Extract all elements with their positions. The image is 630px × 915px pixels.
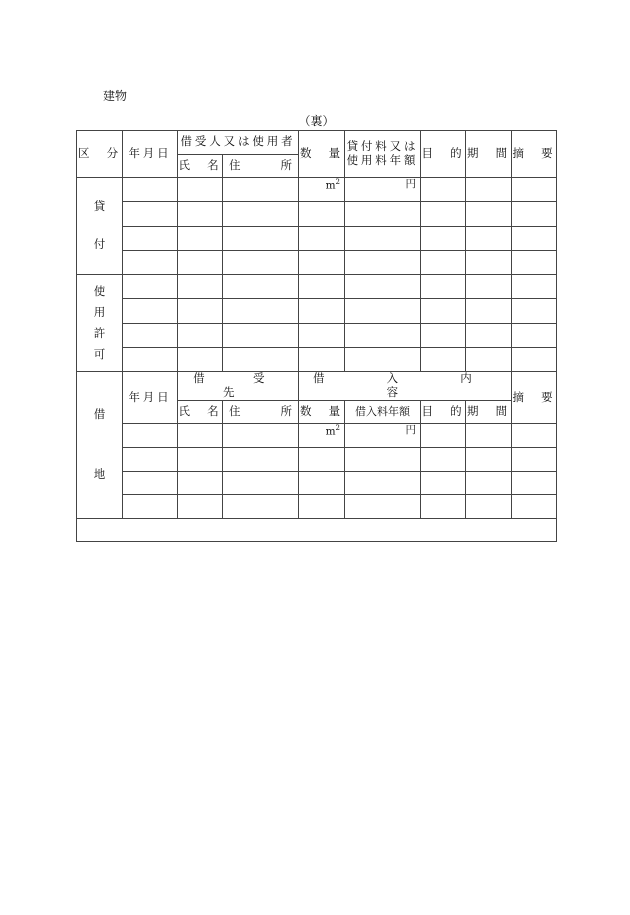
purpose-cell[interactable] [421,495,466,519]
period-cell[interactable] [466,202,512,226]
purpose-cell[interactable] [421,471,466,495]
quantity-cell[interactable] [299,250,345,274]
purpose-cell[interactable] [421,323,466,347]
quantity-header: 数 量 [299,131,345,178]
purpose-cell[interactable] [421,202,466,226]
name-cell[interactable] [178,447,223,471]
quantity-cell[interactable] [299,495,345,519]
borrow-content-header: 借 入 内 容 [299,372,512,401]
permit-section-label: 使 用 許 可 [77,275,123,372]
remarks-cell[interactable] [512,424,557,448]
lease-section-label: 貸 付 [77,178,123,275]
quantity-cell[interactable] [299,347,345,371]
date-cell[interactable] [123,495,178,519]
borrow-period-header: 期 間 [466,400,512,424]
borrow-name-header: 氏 名 [178,400,223,424]
quantity-cell[interactable] [299,202,345,226]
quantity-cell[interactable] [299,226,345,250]
period-cell[interactable] [466,323,512,347]
remarks-cell[interactable] [512,495,557,519]
address-cell[interactable] [223,347,299,371]
address-cell[interactable] [223,275,299,299]
quantity-cell[interactable] [299,447,345,471]
address-cell[interactable] [223,495,299,519]
remarks-cell[interactable] [512,347,557,371]
borrow-section-label: 借 地 [77,372,123,519]
period-cell[interactable] [466,471,512,495]
quantity-cell[interactable]: $m^2$ [299,178,345,202]
address-cell[interactable] [223,178,299,202]
name-cell[interactable] [178,323,223,347]
remarks-cell[interactable] [512,202,557,226]
quantity-cell[interactable] [299,471,345,495]
fee-cell[interactable] [345,275,421,299]
name-cell[interactable] [178,178,223,202]
address-cell[interactable] [223,202,299,226]
address-cell[interactable] [223,323,299,347]
purpose-cell[interactable] [421,226,466,250]
rent-cell[interactable]: 円 [345,424,421,448]
remarks-cell[interactable] [512,250,557,274]
fee-cell[interactable] [345,299,421,323]
fee-header-line2: 使用料年額 [346,153,419,168]
date-cell[interactable] [123,226,178,250]
header-row-1 [77,131,557,155]
borrow-rent-header: 借入料年額 [345,400,421,424]
purpose-cell[interactable] [421,250,466,274]
lease-row [77,202,557,226]
quantity-cell[interactable]: $m^2$ [299,424,345,448]
address-cell[interactable] [223,447,299,471]
borrow-row [77,495,557,519]
period-cell[interactable] [466,299,512,323]
date-cell[interactable] [123,275,178,299]
remarks-cell[interactable] [512,299,557,323]
borrow-purpose-header: 目 的 [421,400,466,424]
borrow-address-header: 住 所 [223,400,299,424]
date-cell[interactable] [123,202,178,226]
lease-row [77,250,557,274]
purpose-cell[interactable] [421,299,466,323]
date-cell[interactable] [123,250,178,274]
period-cell[interactable] [466,424,512,448]
name-cell[interactable] [178,202,223,226]
register-form-table [76,130,557,542]
period-header: 期 間 [466,131,512,178]
address-cell[interactable] [223,299,299,323]
name-header: 氏 名 [178,154,223,178]
reverse-side-label: （裏） [298,114,335,128]
rent-cell[interactable] [345,471,421,495]
fee-cell[interactable] [345,226,421,250]
permit-row [77,347,557,371]
rent-cell[interactable] [345,447,421,471]
purpose-cell[interactable] [421,178,466,202]
address-cell[interactable] [223,471,299,495]
quantity-cell[interactable] [299,275,345,299]
address-cell[interactable] [223,424,299,448]
borrow-row [77,471,557,495]
quantity-cell[interactable] [299,299,345,323]
name-cell[interactable] [178,250,223,274]
name-cell[interactable] [178,299,223,323]
fee-header-line1: 貸付料又は [346,139,419,154]
period-cell[interactable] [466,495,512,519]
lease-row [77,178,557,202]
notes-area[interactable] [77,518,557,542]
period-cell[interactable] [466,178,512,202]
name-cell[interactable] [178,495,223,519]
name-cell[interactable] [178,347,223,371]
borrow-remarks-header: 摘 要 [512,372,557,424]
date-header: 年月日 [123,131,178,178]
lessee-group-header: 借受人又は使用者 [178,131,299,155]
period-cell[interactable] [466,347,512,371]
period-cell[interactable] [466,275,512,299]
date-cell[interactable] [123,178,178,202]
remarks-cell[interactable] [512,275,557,299]
fee-header [345,131,421,178]
fee-cell[interactable] [345,250,421,274]
purpose-header: 目 的 [421,131,466,178]
permit-row [77,299,557,323]
period-cell[interactable] [466,447,512,471]
permit-row [77,323,557,347]
borrow-quantity-header: 数 量 [299,400,345,424]
name-cell[interactable] [178,275,223,299]
date-cell[interactable] [123,447,178,471]
period-cell[interactable] [466,250,512,274]
remarks-cell[interactable] [512,447,557,471]
purpose-cell[interactable] [421,275,466,299]
rent-cell[interactable] [345,495,421,519]
remarks-cell[interactable] [512,226,557,250]
date-cell[interactable] [123,323,178,347]
fee-cell[interactable] [345,347,421,371]
purpose-cell[interactable] [421,424,466,448]
address-header: 住 所 [223,154,299,178]
fee-cell[interactable]: 円 [345,178,421,202]
remarks-header: 摘 要 [512,131,557,178]
borrow-row [77,447,557,471]
name-cell[interactable] [178,424,223,448]
borrow-header-row-1 [77,372,557,401]
fee-cell[interactable] [345,323,421,347]
notes-row [77,518,557,542]
date-cell[interactable] [123,299,178,323]
document-label: 建物 [103,89,128,103]
category-header: 区 分 [77,131,123,178]
permit-row [77,275,557,299]
date-cell[interactable] [123,347,178,371]
purpose-cell[interactable] [421,447,466,471]
borrow-row [77,424,557,448]
date-cell[interactable] [123,471,178,495]
period-cell[interactable] [466,226,512,250]
remarks-cell[interactable] [512,323,557,347]
purpose-cell[interactable] [421,347,466,371]
lease-row [77,226,557,250]
address-cell[interactable] [223,250,299,274]
remarks-cell[interactable] [512,178,557,202]
date-cell[interactable] [123,424,178,448]
name-cell[interactable] [178,471,223,495]
lender-group-header: 借 受 先 [178,372,299,401]
remarks-cell[interactable] [512,471,557,495]
borrow-date-header: 年月日 [123,372,178,424]
fee-cell[interactable] [345,202,421,226]
address-cell[interactable] [223,226,299,250]
quantity-cell[interactable] [299,323,345,347]
name-cell[interactable] [178,226,223,250]
